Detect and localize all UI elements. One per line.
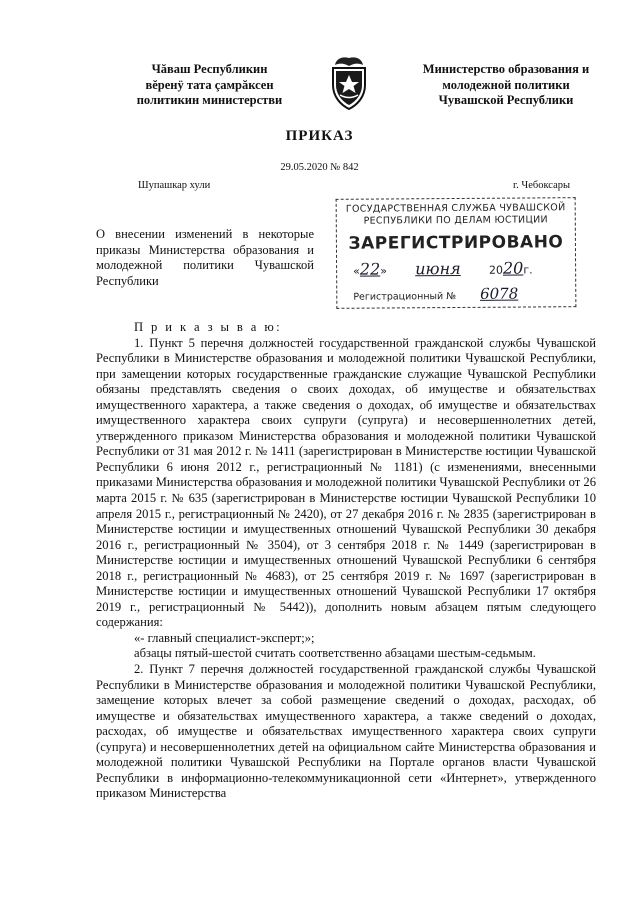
emblem-icon (326, 55, 372, 111)
stamp-year-suffix: 20 (502, 258, 524, 278)
stamp-date-row: «22» июня 2020г. (353, 258, 533, 279)
registration-stamp (336, 197, 577, 309)
order-body (96, 320, 596, 802)
stamp-reg-number: 6078 (479, 284, 519, 303)
paragraph-1: 1. Пункт 5 перечня должностей государственной гражданской службы Чувашской Республики в Министерстве образования и молодежной политики Чувашской Республики, при замещении которых государственные гражданские служащие Чувашской Республики обязаны представлять сведения о своих доходах, об имуществе и обязательствах имущественного характера, а также сведения о доходах, об имуществе и обязательствах имущественного характера своих супруги (супруга) и несовершеннолетних детей, утвержденного приказом Министерства образования и молодежной политики Чувашской Республики от 31 мая 2012 г. № 1411 (зарегистрирован в Министерстве юстиции Чувашской Республики 6 июня 2012 г., регистрационный № 1181) (с изменениями, внесенными приказами Министерства образования и молодежной политики Чувашской Республики от 26 марта 2015 г. № 635 (зарегистрирован в Министерстве юстиции Чувашской Республики 10 апреля 2015 г., регистрационный № 2420), от 27 декабря 2016 г. № 2835 (зарегистрирован в Министерстве юстиции и имущественных отношений Чувашской Республики 30 декабря 2016 г., регистрационный № 3504), от 3 сентября 2018 г. № 1449 (зарегистрирован в Министерстве юстиции и имущественных отношений Чувашской Республики 6 сентября 2018 г., регистрационный № 4683), от 25 сентября 2019 г. № 1697 (зарегистрирован в Министерстве юстиции и имущественных отношений Чувашской Республики 17 октября 2019 г., регистрационный № 5442)), дополнить новым абзацем пятым следующего содержания: (96, 335, 596, 630)
header-left-block (122, 62, 297, 109)
stamp-year-prefix: 20 (488, 263, 503, 277)
paragraph-1-tail: абзацы пятый-шестой считать соответственно абзацами шестым-седьмым. (134, 646, 536, 661)
header-left-line-3: политикин министерстви (136, 93, 283, 107)
prikazyvayu-heading: П р и к а з ы в а ю: (134, 320, 283, 334)
stamp-registered: ЗАРЕГИСТРИРОВАНО (348, 232, 564, 254)
date-and-number: 29.05.2020 № 842 (280, 162, 359, 173)
header-left-line-1: Чăваш Республикин (151, 62, 268, 76)
place-chuvash: Шупашкар хули (138, 180, 211, 191)
stamp-month: июня (415, 258, 461, 279)
stamp-reg-row (353, 284, 539, 303)
header-right-line-3: Чувашской Республики (438, 93, 574, 107)
paragraph-2: 2. Пункт 7 перечня должностей государственной гражданской службы Чувашской Республики в Министерстве образования и молодежной политики Чувашской Республики, замещение которых влечет за собой размещение сведений о доходах, расходах, об имуществе и обязательствах имущественного характера, а также сведений о доходах, расходах, об имуществе и обязательствах имущественного характера своих супруги (супруга) и несовершеннолетних детей на официальном сайте Министерства образования и молодежной политики Чувашской Республики на Портале органов власти Чувашской Республики в информационно-телекоммуникационной сети «Интернет», утвержденного приказом Министерства (96, 662, 596, 801)
header-left-line-2: вĕренÿ тата çамрăксен (145, 77, 274, 92)
stamp-year-letter: г. (523, 263, 533, 277)
order-subject: О внесении изменений в некоторые приказы Министерства образования и молодежной политики Чувашской Республики (96, 227, 314, 288)
header-right-block (396, 62, 616, 109)
document-title: ПРИКАЗ (285, 128, 354, 144)
header-right-line-1: Министерство образования и (422, 62, 590, 76)
stamp-day: 22 (359, 259, 381, 279)
stamp-reg-label: Регистрационный № (353, 291, 457, 303)
paragraph-1-quote: «- главный специалист-эксперт;»; (134, 630, 315, 645)
stamp-line-1: ГОСУДАРСТВЕННАЯ СЛУЖБА ЧУВАШСКОЙ (345, 202, 566, 215)
header-right-line-2: молодежной политики (442, 77, 570, 92)
place-russian: г. Чебоксары (513, 180, 571, 191)
stamp-line-2: РЕСПУБЛИКИ ПО ДЕЛАМ ЮСТИЦИИ (363, 214, 548, 227)
